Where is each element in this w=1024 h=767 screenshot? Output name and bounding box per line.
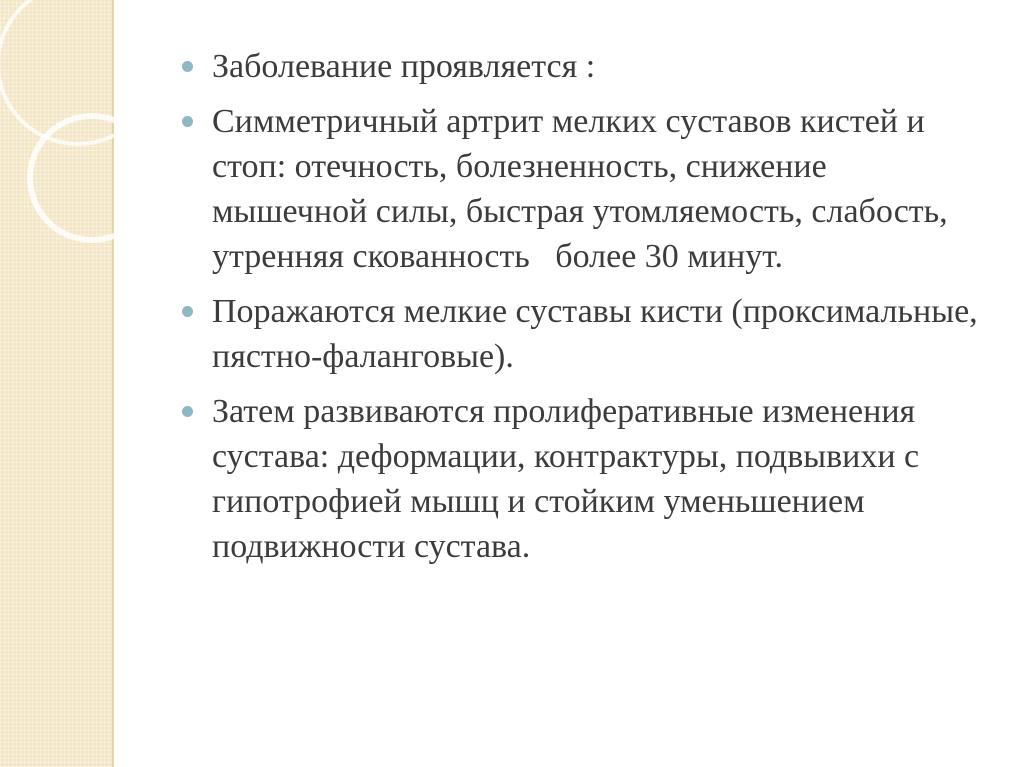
slide-content [178,44,978,579]
bullet-item-4 [178,389,978,569]
bullet-item-1 [178,44,978,89]
decorative-rings [0,0,140,260]
bullet-item-3 [178,289,978,379]
bullet-text-4: Затем развиваются пролиферативные изменения сустава: деформации, контрактуры, подвывихи с гипотрофией мышц и стойким уменьшением подвижности сустава. [212,393,920,565]
bullet-dot-icon [182,116,193,127]
bullet-dot-icon [182,61,193,72]
decorative-ring-small [30,116,140,240]
bullet-text-1: Заболевание проявляется : [212,48,596,85]
bullet-list [178,44,978,569]
bullet-dot-icon [182,406,193,417]
bullet-item-2 [178,99,978,279]
bullet-text-3: Поражаются мелкие суставы кисти (проксимальные, пястно-фаланговые). [212,293,978,375]
bullet-text-2: Симметричный артрит мелких суставов кистей и стоп: отечность, болезненность, снижение мышечной силы, быстрая утомляемость, слабость, утренняя скованность более 30 минут. [212,103,957,275]
bullet-dot-icon [182,306,193,317]
